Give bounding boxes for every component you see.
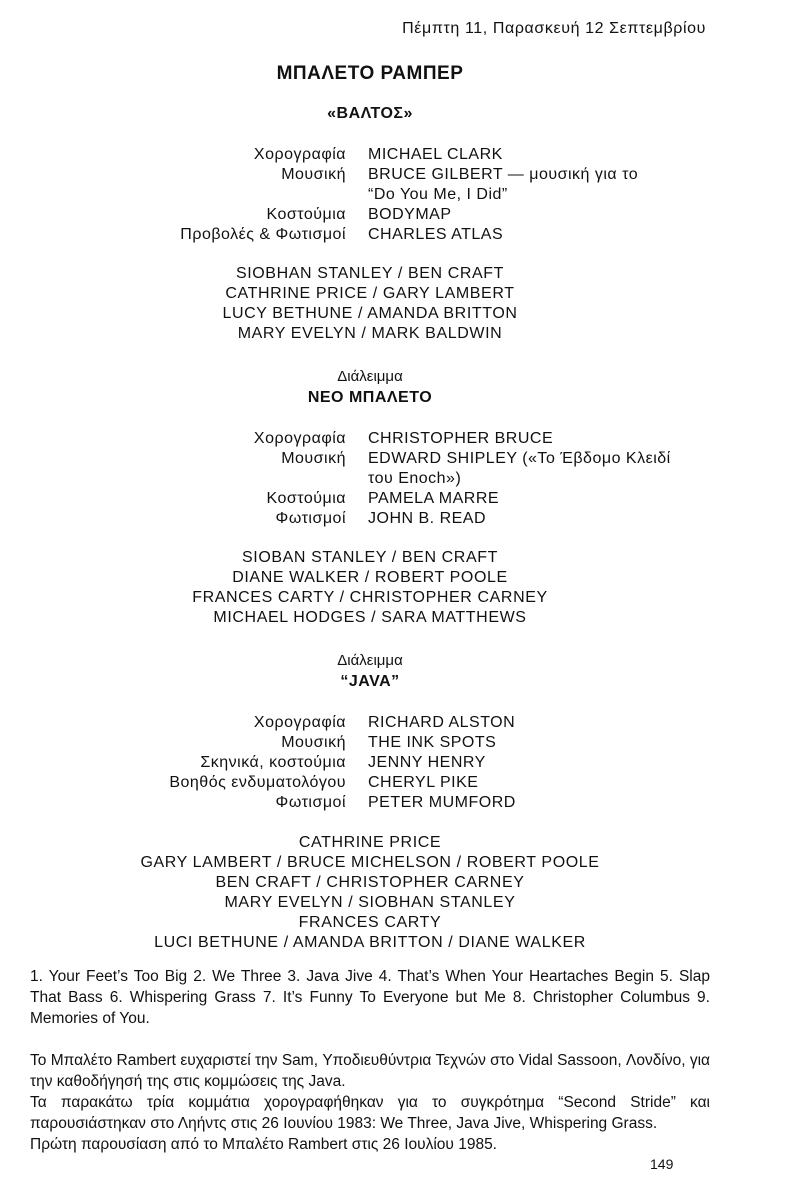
- piece3-credits: [0, 713, 798, 813]
- credit-role: Μουσική: [281, 166, 346, 183]
- credit-role: Μουσική: [281, 450, 346, 467]
- credit-name: PETER MUMFORD: [368, 794, 516, 811]
- credit-name: PAMELA MARRE: [368, 490, 500, 507]
- page-number: 149: [650, 1156, 674, 1172]
- piece3-title: “JAVA”: [340, 673, 400, 690]
- credit-role: Φωτισμοί: [275, 794, 346, 811]
- credit-role: Κοστούμια: [266, 206, 346, 223]
- credit-row: [0, 713, 798, 733]
- credit-name: CHARLES ATLAS: [368, 226, 504, 243]
- credit-row: [0, 733, 798, 753]
- credit-row: [0, 469, 798, 489]
- credit-name: RICHARD ALSTON: [368, 714, 516, 731]
- credit-name: του Enoch»): [368, 470, 462, 487]
- song-list: [30, 966, 710, 1029]
- credit-row: [0, 489, 798, 509]
- credit-row: [0, 225, 798, 245]
- credit-row: [0, 509, 798, 529]
- piece1-credits: [0, 145, 798, 245]
- cast-line: GARY LAMBERT / BRUCE MICHELSON / ROBERT POOLE: [140, 854, 600, 871]
- cast-line: BEN CRAFT / CHRISTOPHER CARNEY: [215, 874, 525, 891]
- credit-name: JOHN B. READ: [368, 510, 487, 527]
- credit-row: [0, 449, 798, 469]
- credit-row: [0, 145, 798, 165]
- cast-line: CATHRINE PRICE / GARY LAMBERT: [225, 285, 515, 302]
- credit-role: Κοστούμια: [266, 490, 346, 507]
- credit-row: [0, 205, 798, 225]
- credit-row: [0, 753, 798, 773]
- credit-role: Μουσική: [281, 734, 346, 751]
- acknowledgements: [30, 1050, 710, 1155]
- credit-name: “Do You Me, I Did”: [368, 186, 508, 203]
- credit-row: [0, 793, 798, 813]
- cast-line: DIANE WALKER / ROBERT POOLE: [232, 569, 508, 586]
- credit-name: BRUCE GILBERT — μουσική για το: [368, 166, 639, 183]
- piece2-cast: [0, 548, 740, 628]
- credit-role: Χορογραφία: [253, 714, 346, 731]
- cast-line: MARY EVELYN / SIOBHAN STANLEY: [224, 894, 516, 911]
- credit-name: EDWARD SHIPLEY («Το Έβδομο Κλειδί: [368, 450, 671, 467]
- credit-name: CHERYL PIKE: [368, 774, 479, 791]
- credit-name: MICHAEL CLARK: [368, 146, 503, 163]
- credit-role: Χορογραφία: [253, 430, 346, 447]
- cast-line: FRANCES CARTY: [298, 914, 442, 931]
- song-list-text: 1. Your Feet’s Too Big 2. We Three 3. Java Jive 4. That’s When Your Heartaches Begin 5. Slap That Bass 6. Whispering Grass 7. It’s Funny To Everyone but Me 8. Christopher Columbus 9. Memories of You.: [30, 968, 710, 1027]
- credit-role: Σκηνικά, κοστούμια: [200, 754, 346, 771]
- credit-name: CHRISTOPHER BRUCE: [368, 430, 554, 447]
- interval-label: Διάλειμμα: [337, 368, 403, 385]
- origin-text: Τα παρακάτω τρία κομμάτια χορογραφήθηκαν για το συγκρότημα “Second Stride” και παρουσιάστηκαν στο Ληήντς στις 26 Ιουνίου 1983: We Three, Java Jive, Whispering Grass.: [30, 1094, 710, 1132]
- interval-label: Διάλειμμα: [337, 652, 403, 669]
- credit-role: Βοηθός ενδυματολόγου: [169, 774, 346, 791]
- header-date: Πέμπτη 11, Παρασκευή 12 Σεπτεμβρίου: [402, 20, 706, 37]
- premiere-text: Πρώτη παρουσίαση από το Μπαλέτο Rambert στις 26 Ιουλίου 1985.: [30, 1136, 497, 1153]
- cast-line: FRANCES CARTY / CHRISTOPHER CARNEY: [192, 589, 548, 606]
- piece2-title: ΝΕΟ ΜΠΑΛΕΤΟ: [307, 389, 433, 406]
- credit-name: JENNY HENRY: [368, 754, 486, 771]
- company-title: ΜΠΑΛΕΤΟ ΡΑΜΠΕΡ: [276, 63, 464, 84]
- cast-line: MARY EVELYN / MARK BALDWIN: [237, 325, 503, 342]
- credit-role: [0, 469, 346, 489]
- credit-role: Χορογραφία: [253, 146, 346, 163]
- cast-line: MICHAEL HODGES / SARA MATTHEWS: [213, 609, 527, 626]
- piece1-cast: [0, 264, 740, 344]
- cast-line: SIOBHAN STANLEY / BEN CRAFT: [235, 265, 505, 282]
- credit-role: Προβολές & Φωτισμοί: [180, 226, 346, 243]
- piece2-credits: [0, 429, 798, 529]
- credit-role: Φωτισμοί: [275, 510, 346, 527]
- credit-name: BODYMAP: [368, 206, 452, 223]
- credit-row: [0, 165, 798, 185]
- credit-row: [0, 773, 798, 793]
- thanks-text: Το Μπαλέτο Rambert ευχαριστεί την Sam, Υποδιευθύντρια Τεχνών στο Vidal Sassoon, Λονδίνο, για την καθοδήγησή της στις κομμώσεις της Java.: [30, 1052, 710, 1090]
- credit-name: THE INK SPOTS: [368, 734, 497, 751]
- credit-row: [0, 429, 798, 449]
- cast-line: SIOBAN STANLEY / BEN CRAFT: [242, 549, 498, 566]
- piece3-cast: [0, 833, 740, 953]
- cast-line: LUCI BETHUNE / AMANDA BRITTON / DIANE WALKER: [154, 934, 586, 951]
- credit-row: [0, 185, 798, 205]
- piece1-title: «ΒΑΛΤΟΣ»: [327, 105, 413, 122]
- credit-role: [0, 185, 346, 205]
- cast-line: CATHRINE PRICE: [298, 834, 442, 851]
- cast-line: LUCY BETHUNE / AMANDA BRITTON: [222, 305, 518, 322]
